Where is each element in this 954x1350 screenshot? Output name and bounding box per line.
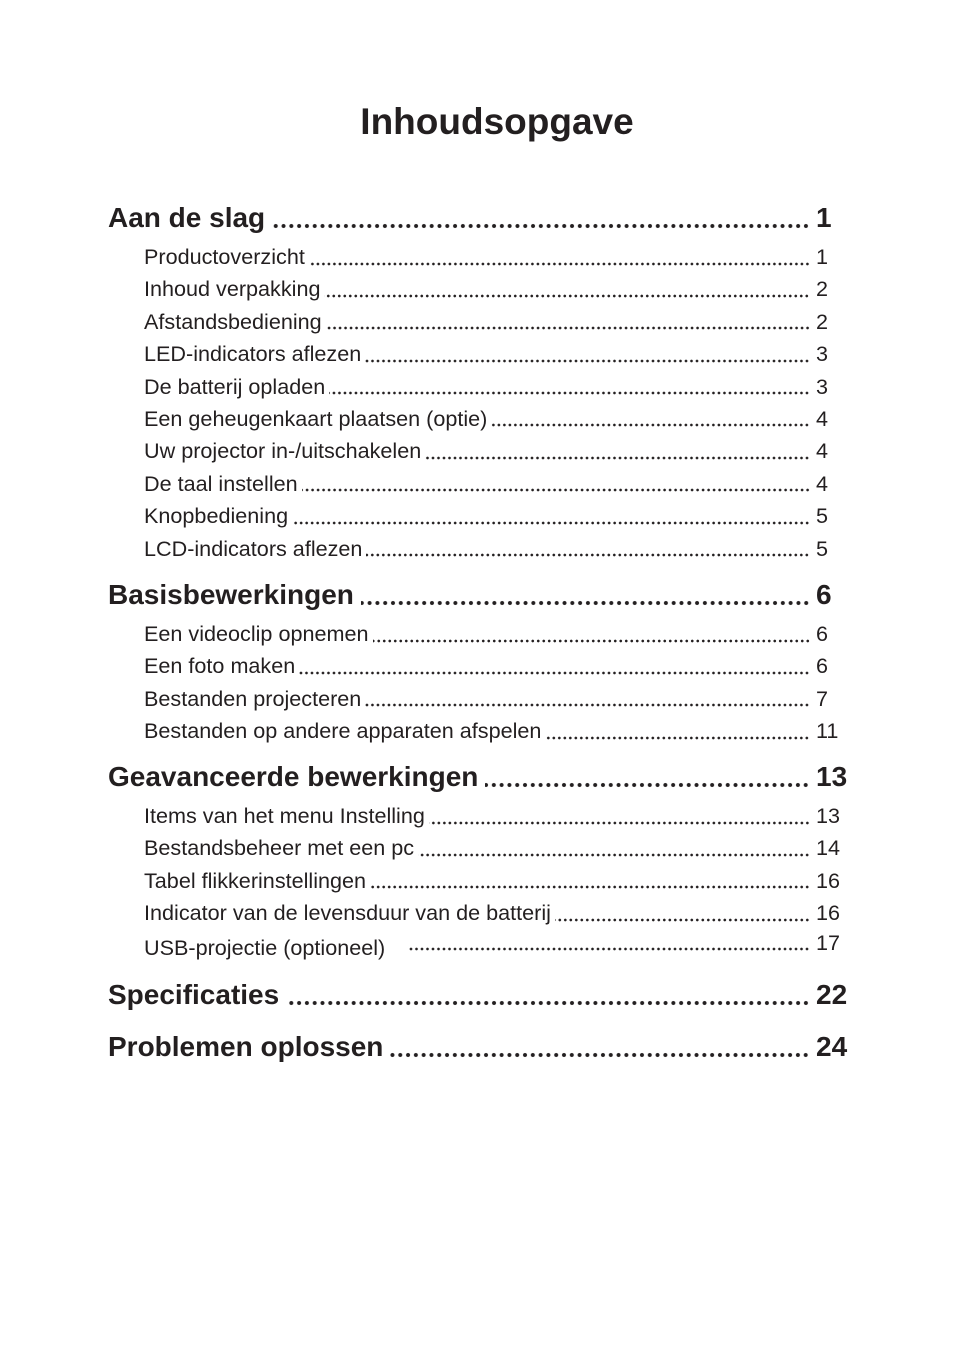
dot-leader	[302, 468, 810, 500]
toc-item-lcd-indicators-aflezen[interactable]	[108, 533, 856, 565]
dot-leader	[286, 977, 810, 1013]
toc-page-number: 7	[816, 685, 829, 711]
dot-leader	[491, 403, 810, 435]
toc-section-specificaties	[108, 977, 856, 1013]
toc-heading-specificaties[interactable]	[108, 977, 856, 1013]
toc-page-number: 3	[816, 373, 829, 399]
dot-leader	[545, 715, 810, 747]
toc-item-bestandsbeheer-met-een-pc[interactable]	[108, 832, 856, 864]
toc-page-number: 2	[816, 276, 829, 302]
toc-heading-label: Basisbewerkingen	[108, 579, 354, 610]
dot-leader	[365, 683, 810, 715]
page-title: Inhoudsopgave	[360, 101, 634, 142]
dot-leader	[365, 338, 810, 370]
toc-page-number: 5	[816, 535, 829, 561]
toc-heading-label: Problemen oplossen	[108, 1031, 384, 1062]
dot-leader	[292, 500, 810, 532]
toc-page-number: 14	[816, 835, 841, 861]
toc-item-inhoud-verpakking[interactable]	[108, 273, 856, 305]
dot-leader	[425, 435, 810, 467]
dot-leader	[418, 832, 810, 864]
toc-item-label: Tabel flikkerinstellingen	[144, 867, 367, 893]
dot-leader	[329, 371, 810, 403]
toc-heading-label: Geavanceerde bewerkingen	[108, 761, 479, 792]
toc-item-label: LED-indicators aflezen	[144, 341, 362, 367]
toc-page-number: 6	[816, 621, 829, 646]
dot-leader	[370, 865, 810, 897]
toc-page-number: 13	[816, 803, 841, 828]
toc-item-bestanden-op-andere-apparaten-afspelen[interactable]	[108, 715, 856, 747]
toc-page-number: 4	[816, 405, 829, 431]
toc-item-label: LCD-indicators aflezen	[144, 535, 363, 561]
dot-leader	[485, 759, 810, 795]
toc-page-number: 4	[816, 470, 829, 496]
dot-leader	[361, 577, 810, 613]
toc-heading-problemen-oplossen[interactable]	[108, 1029, 856, 1065]
toc-item-label: USB-projectie (optioneel)	[144, 934, 386, 960]
toc-page-number: 6	[816, 579, 832, 610]
dot-leader	[326, 306, 810, 338]
toc-item-usb-projectie[interactable]	[108, 930, 856, 962]
toc-item-de-batterij-opladen[interactable]	[108, 371, 856, 403]
toc-heading-label: Aan de slag	[108, 202, 266, 233]
toc-item-uw-projector-in-uitschakelen[interactable]	[108, 435, 856, 467]
toc-page-number: 22	[816, 979, 848, 1010]
toc-item-label: Knopbediening	[144, 503, 289, 529]
toc-item-knopbediening[interactable]	[108, 500, 856, 532]
dot-leader	[272, 200, 810, 236]
toc-page-number: 24	[816, 1031, 848, 1062]
toc-item-list	[108, 800, 856, 962]
toc-page-number: 2	[816, 308, 829, 334]
toc-item-items-van-het-menu-instelling[interactable]	[108, 800, 856, 832]
toc-page-number: 16	[816, 867, 841, 893]
toc-page-number: 17	[816, 929, 841, 955]
toc-page-number: 16	[816, 900, 841, 926]
toc-item-label: Bestanden op andere apparaten afspelen	[144, 718, 542, 744]
dot-leader	[555, 897, 810, 929]
toc-item-een-foto-maken[interactable]	[108, 650, 856, 682]
dot-leader	[324, 273, 810, 305]
toc-item-label: Een geheugenkaart plaatsen (optie)	[144, 405, 488, 431]
toc-item-list	[108, 618, 856, 748]
toc-item-een-geheugenkaart-plaatsen[interactable]	[108, 403, 856, 435]
dot-leader	[390, 1029, 810, 1065]
toc-item-label: Een foto maken	[144, 653, 296, 679]
toc-item-indicator-levensduur-batterij[interactable]	[108, 897, 856, 929]
toc-page-number: 6	[816, 653, 829, 679]
toc-item-label: Items van het menu Instelling	[144, 803, 425, 828]
toc-item-afstandsbediening[interactable]	[108, 306, 856, 338]
toc-item-label: Een videoclip opnemen	[144, 621, 369, 646]
toc-page-number: 1	[816, 202, 832, 233]
toc-item-label: Productoverzicht	[144, 244, 305, 269]
dot-leader	[409, 927, 810, 959]
toc-heading-basisbewerkingen[interactable]	[108, 577, 856, 613]
toc-page-number: 1	[816, 244, 829, 269]
toc-item-label: Bestanden projecteren	[144, 685, 362, 711]
toc-page-number: 4	[816, 438, 829, 464]
dot-leader	[309, 241, 810, 273]
toc-section-geavanceerde-bewerkingen	[108, 759, 856, 962]
toc-item-label: Bestandsbeheer met een pc	[144, 835, 415, 861]
toc-item-list	[108, 241, 856, 565]
toc-item-label: De taal instellen	[144, 470, 298, 496]
toc-item-label: Indicator van de levensduur van de batterij	[144, 900, 551, 926]
toc-item-tabel-flikkerinstellingen[interactable]	[108, 865, 856, 897]
toc-page-number: 5	[816, 503, 829, 529]
toc-section-problemen-oplossen	[108, 1029, 856, 1065]
toc-item-bestanden-projecteren[interactable]	[108, 683, 856, 715]
toc-item-de-taal-instellen[interactable]	[108, 468, 856, 500]
toc-page-number: 13	[816, 761, 848, 792]
dot-leader	[366, 533, 810, 565]
toc-heading-label: Specificaties	[108, 979, 280, 1010]
toc-page-number: 11	[816, 718, 839, 744]
toc-item-productoverzicht[interactable]	[108, 241, 856, 273]
toc-item-led-indicators-aflezen[interactable]	[108, 338, 856, 370]
toc-item-label: Inhoud verpakking	[144, 276, 321, 302]
toc-section-aan-de-slag	[108, 200, 856, 565]
toc-section-basisbewerkingen	[108, 577, 856, 748]
toc-heading-aan-de-slag[interactable]	[108, 200, 856, 236]
toc-item-label: De batterij opladen	[144, 373, 326, 399]
dot-leader	[429, 800, 810, 832]
toc-heading-geavanceerde-bewerkingen[interactable]	[108, 759, 856, 795]
toc-page-number: 3	[816, 341, 829, 367]
toc-item-label: Afstandsbediening	[144, 308, 322, 334]
dot-leader	[299, 650, 810, 682]
dot-leader	[373, 618, 811, 650]
toc-item-label: Uw projector in-/uitschakelen	[144, 438, 422, 464]
table-of-contents	[108, 0, 856, 1350]
toc-item-een-videoclip-opnemen[interactable]	[108, 618, 856, 650]
